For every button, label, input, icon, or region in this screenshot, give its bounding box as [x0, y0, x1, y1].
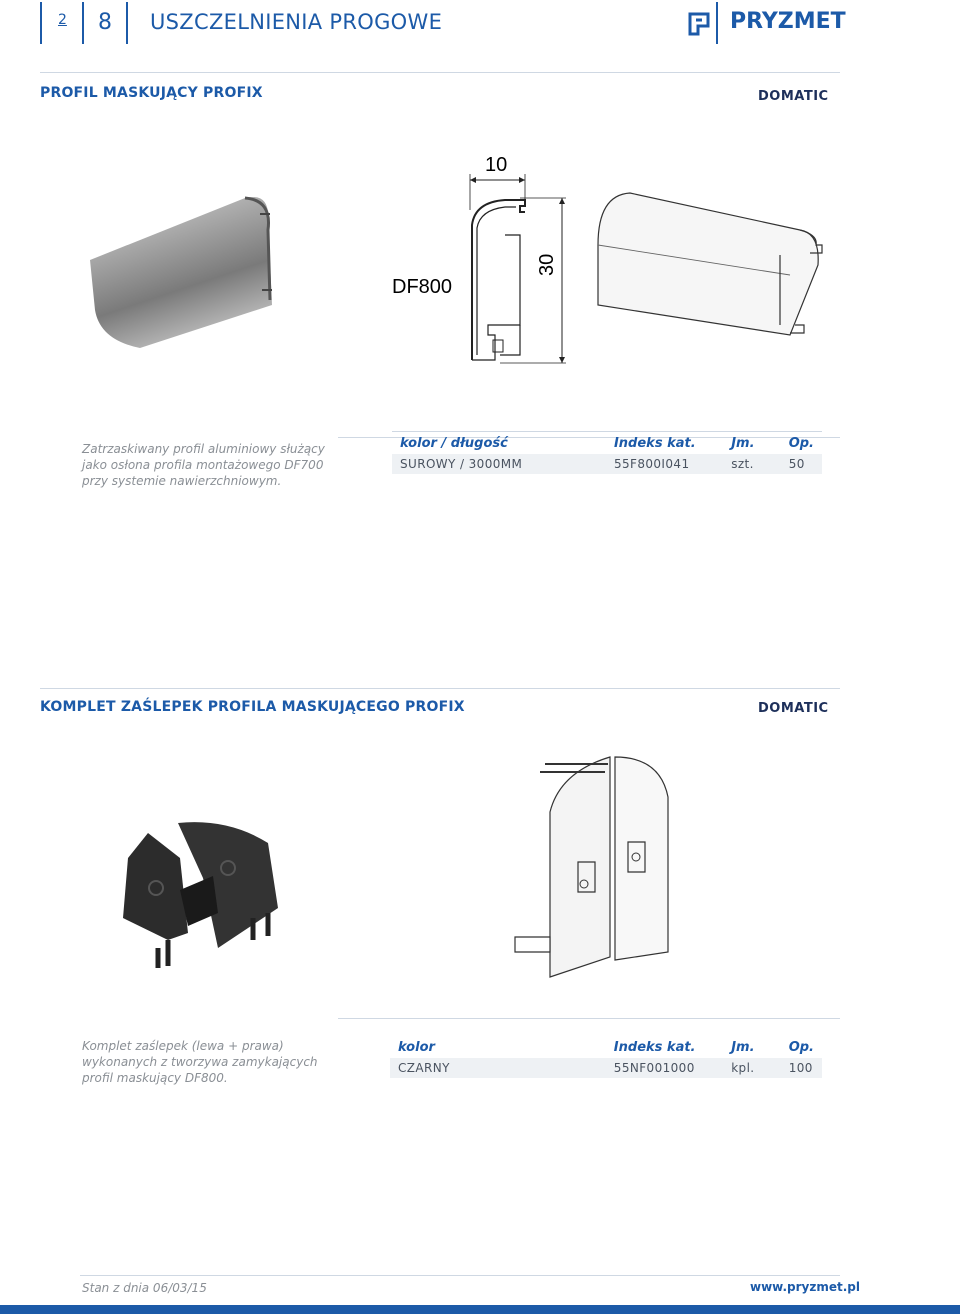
dim-height-label: 30	[536, 253, 558, 276]
col-header-color: kolor / długość	[392, 432, 606, 455]
cell-pack: 50	[781, 454, 822, 474]
endcaps-photo	[118, 818, 298, 973]
header-divider-mid	[82, 2, 84, 44]
footer-url[interactable]: www.pryzmet.pl	[750, 1280, 861, 1294]
footer-rule	[80, 1275, 840, 1276]
cell-index: 55F800I041	[606, 454, 723, 474]
section1-description: Zatrzaskiwany profil aluminiowy służący jako osłona profila montażowego DF700 przy systemie nawierzchniowym.	[82, 442, 325, 488]
section2-title: KOMPLET ZAŚLEPEK PROFILA MASKUJĄCEGO PROFIX	[40, 699, 465, 715]
header-divider-right	[126, 2, 128, 44]
section1-title: PROFIL MASKUJĄCY PROFIX	[40, 85, 263, 101]
page-title: USZCZELNIENIA PROGOWE	[150, 10, 443, 34]
table-row	[390, 1058, 822, 1078]
col-header-index: Indeks kat.	[613, 1040, 696, 1055]
section1-table	[392, 431, 822, 474]
section2-description: Komplet zaślepek (lewa + prawa) wykonanych z tworzywa zamykających profil maskujący DF800.	[82, 1039, 318, 1085]
col-header-unit: Jm.	[731, 1040, 755, 1055]
cell-unit: szt.	[723, 454, 781, 474]
cell-index: 55NF001000	[606, 1058, 723, 1078]
col-header-color: kolor	[398, 1040, 435, 1055]
section2-table-rule	[338, 1018, 840, 1019]
col-header-pack: Op.	[781, 432, 822, 455]
footer-bar	[0, 1305, 960, 1314]
header-divider-left	[40, 2, 42, 44]
domatic-logo-text: DOMATIC	[758, 701, 829, 716]
table-header-row	[390, 1036, 822, 1058]
brand-divider	[716, 2, 718, 44]
model-label: DF800	[392, 276, 453, 298]
col-header-index: Indeks kat.	[606, 432, 723, 455]
section2-brand-logo	[758, 701, 829, 716]
cell-pack: 100	[781, 1058, 822, 1078]
table-header-row	[392, 432, 822, 455]
cell-color: CZARNY	[390, 1058, 606, 1078]
cell-unit: kpl.	[723, 1058, 781, 1078]
chapter-number: 8	[98, 10, 112, 35]
pryzmet-logo-icon	[688, 12, 710, 36]
profile-outline-drawing	[590, 185, 830, 340]
cell-color: SUROWY / 3000MM	[392, 454, 606, 474]
col-header-pack: Op.	[788, 1040, 814, 1055]
section2-table	[390, 1036, 822, 1078]
brand-name: PRYZMET	[730, 9, 846, 34]
section1-brand-logo	[758, 89, 829, 104]
page-number-small: 2	[58, 12, 67, 28]
profile-photo	[80, 190, 290, 350]
domatic-logo-text: DOMATIC	[758, 89, 829, 104]
table-row	[392, 454, 822, 474]
col-header-unit: Jm.	[723, 432, 781, 455]
section2-top-rule	[40, 688, 840, 689]
dim-width-label: 10	[485, 154, 508, 176]
footer-date: Stan z dnia 06/03/15	[82, 1281, 207, 1295]
section1-top-rule	[40, 72, 840, 73]
endcaps-drawing	[510, 752, 675, 982]
